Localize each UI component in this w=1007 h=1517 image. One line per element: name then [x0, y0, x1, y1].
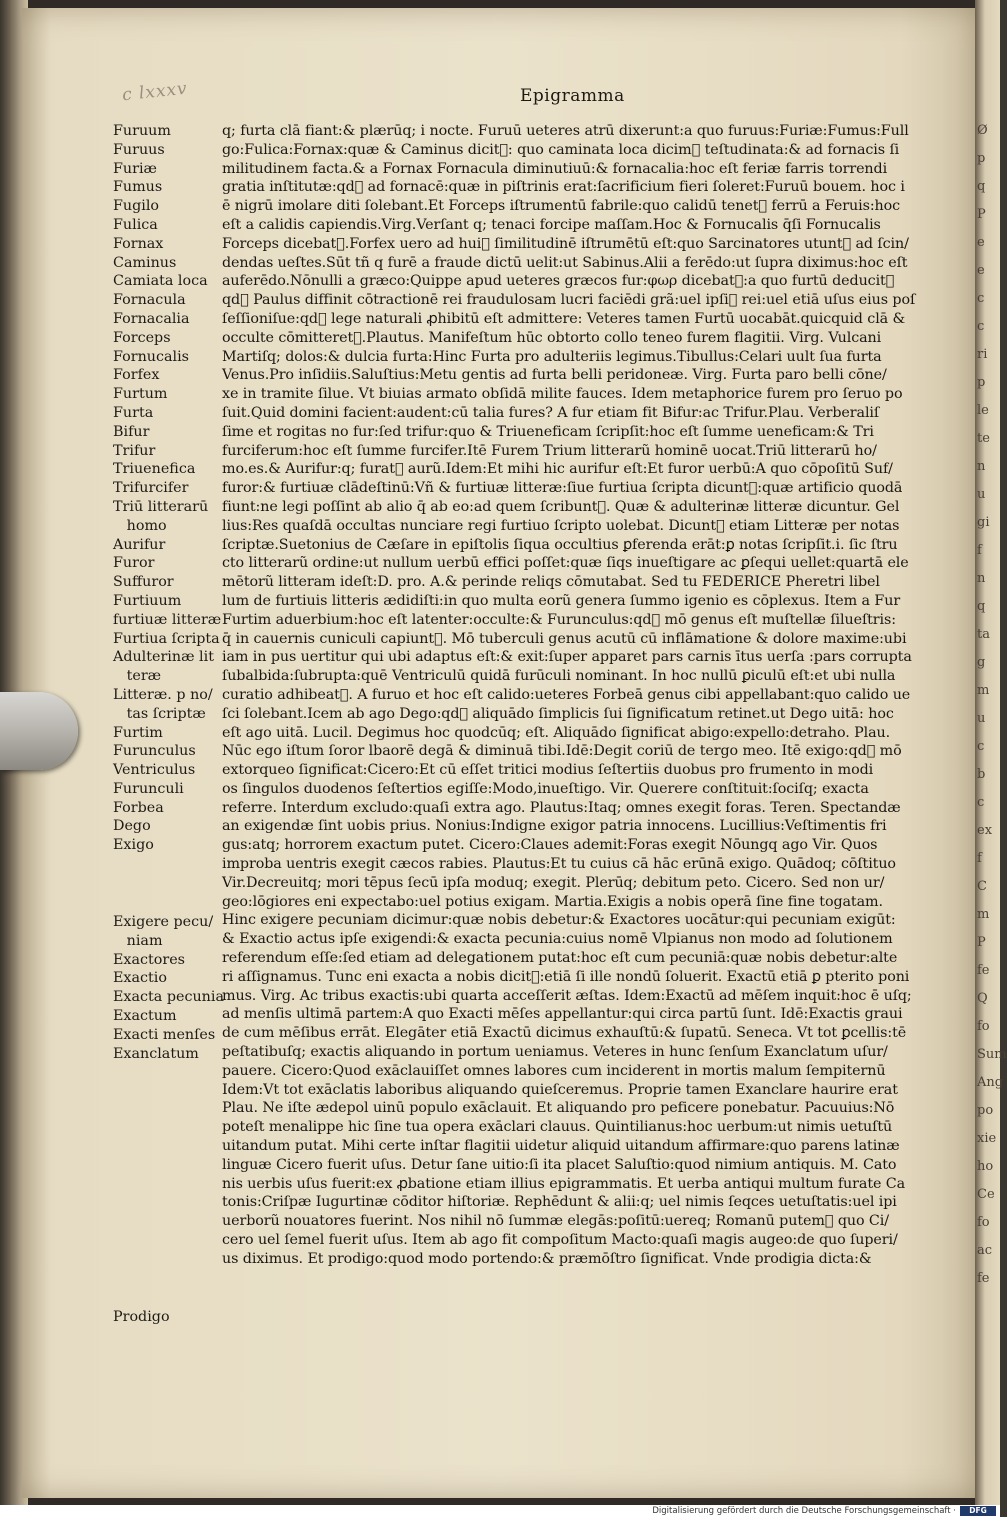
running-title: Epigramma: [520, 86, 625, 106]
facing-page-fragment: e: [977, 263, 985, 278]
facing-page-fragment: fo: [977, 1019, 990, 1034]
margin-note: Prodigo: [113, 1309, 170, 1326]
margin-note: Furuum: [113, 123, 171, 139]
text-line: de cum mēſibus errāt. Elegāter etiā Exactū dicimus exhauſtū:& ſupatū. Seneca. Vt tot ꝑcellis:tē: [222, 1025, 907, 1042]
text-line: extorqueo ſignificat:Cicero:Et cū eſſet tritici modius ſeſtertiis duobus pro frumento in modi: [222, 762, 874, 779]
facing-page-fragment: n: [977, 571, 986, 586]
text-line: eſt a calidis capiendis.Virg.Verſant q; tenaci forcipe maſſam.Hoc & Fornucalis q̄ſi Fornucalis: [222, 216, 881, 233]
text-line: cto litterarũ ordine:ut nullum uerbū effici poſſet:quæ ſiqs inueſtigare ac ꝑſequi uellet:quartā ele: [222, 555, 909, 572]
text-line: furor:& furtiuæ clādeſtinū:Vñ & furtiuæ litteræ:ſiue furtiua ſcripta dicunt᷑:quæ artificio quodā: [222, 480, 903, 497]
margin-note: Forceps: [113, 329, 171, 346]
text-line: ſeſſioniſue:qd᷑ lege naturali ꝓhibitū eſt admittere: Veteres tamen Furtū uocabāt.quicquid clā &: [222, 310, 906, 327]
text-line: Hinc exigere pecuniam dicimur:quæ nobis debetur:& Exactores uocātur:qui pecuniam exigūt:: [222, 912, 896, 929]
text-line: Nūc ego iſtum ſoror lbaorē degā & diminuā tibi.Idē:Degit coriū de tergo meo. Itē exigo:qd᷑ mō: [222, 743, 902, 760]
margin-note: Triū litterarū: [113, 498, 209, 515]
facing-page-fragment: c: [977, 739, 985, 754]
margin-note: Exactum: [113, 1008, 177, 1025]
margin-note: Exactio: [113, 970, 167, 987]
margin-note: Camiata loca: [113, 273, 208, 290]
text-line: qd᷑ Paulus diffinit cōtractionē rei fraudulosam lucri faciēdi grã:uel ipſi᷒ rei:uel etiā uſus eius poſ: [222, 292, 916, 309]
margin-note: Fugilo: [113, 198, 160, 215]
margin-note: Fornucalis: [113, 348, 190, 365]
margin-note: Exigo: [113, 837, 154, 854]
text-line: cero uel ſemel fuerit uſus. Item ab ago fit compoſitum Macto:quaſi magis augeo:de quo ſuperi/: [222, 1232, 898, 1249]
text-line: go:Fulica:Fornax:quæ & Caminus dicit᷑: quo caminata loca dicim᷒ teſtudinata:& ad fornacis ſi: [222, 141, 900, 158]
text-line: lum de furtiuis litteris ædidiſti:in quo multa eorũ genera ſummo igenio es cōplexus. Item a Fur: [222, 592, 901, 609]
margin-note: niam: [113, 932, 163, 949]
margin-note: Litteræ. p no/: [113, 686, 213, 703]
text-line: militudinem facta.& a Fornax Fornacula diminutiuū:& fornacalia:hoc eſt feriæ farris torrendi: [222, 160, 888, 177]
margin-note: homo: [113, 517, 167, 534]
facing-page-fragment: m: [977, 907, 990, 922]
text-line: dendas ueſtes.Sūt tñ q furē a fraude dictū uelit:ut Sabinus.Alii a ferēdo:ut ſupra diximus:hoc eſt: [222, 254, 908, 271]
facing-page-fragment: ac: [977, 1243, 993, 1258]
text-line: geo:lōgiores eni expectabo:uel potius exigam. Martia.Exigis a nobis operā ſine fine togatam.: [222, 893, 883, 910]
text-line: Forceps dicebat᷑.Forfex uero ad hui᷒ ſimilitudinē iſtrumētū eſt:quo Sarcinatores utunt᷑ ad ſcin/: [222, 235, 909, 252]
facing-page-fragment: Ø: [977, 123, 988, 138]
text-line: ri aſſignamus. Tunc eni exacta a nobis dicit᷑:etiā ſi ille nondū ſoluerit. Exactū etiā ꝑ pterito poni: [222, 968, 910, 985]
text-line: & Exactio actus ipſe exigendi:& exacta pecunia:cuius nomē Vlpianus non modo ad ſolutionem: [222, 931, 893, 948]
margin-note: Trifurcifer: [113, 480, 189, 497]
margin-note: Furtiuum: [113, 592, 182, 609]
text-line: curatio adhibeat᷑. A furuo et hoc eſt calido:ueteres Forbeā genus cibi appellabant:quo calido ue: [222, 686, 911, 703]
text-line: referendum eſſe:ſed etiam ad delegationem putat:hoc eſt cum pecuniā:quæ nobis debetur:alte: [222, 950, 898, 967]
footer-bar: [0, 1505, 1000, 1517]
text-line: mētorũ litteram ideſt:D. pro. A.& perinde reliqs cōmutabat. Sed tu FEDERICE Pheretri libel: [222, 574, 880, 591]
margin-note: Forfex: [113, 367, 160, 384]
text-line: Furtim aduerbium:hoc eſt latenter:occulte:& Furunculus:qd᷑ mō genus eſt muſtellæ ſilueſtris:: [222, 611, 896, 628]
text-line: ē nigrū imolare diti ſolebant.Et Forceps iſtrumentū fabrile:quo calidū tenet᷑ ferrū a Feruis:hoc: [222, 198, 901, 215]
margin-note: Fornacalia: [113, 310, 190, 327]
facing-page-fragment: f: [977, 851, 982, 866]
text-line: Plau. Ne iſte ædepol uinū populo exāclauit. Et aliquando pro peficere ponebatur. Pacuuius:Nō: [222, 1100, 895, 1117]
margin-note: Exigere pecu/: [113, 914, 214, 931]
margin-note: Furunculi: [113, 780, 184, 797]
margin-note: Trifur: [113, 442, 156, 459]
text-line: Vir.Decreuitq; mori tēpus ſecū ipſa moduq; exegit. Plerūq; debitum peto. Cicero. Sed non ur/: [222, 874, 885, 891]
margin-note: Ventriculus: [113, 762, 196, 779]
facing-page-fragment: n: [977, 459, 986, 474]
margin-note: Aurifur: [113, 536, 166, 553]
facing-page-fragment: ri: [977, 347, 988, 362]
text-line: ſubalbida:ſubrupta:quē Ventriculū quidā furūculi nominant. In hoc nullū ꝑiculū eſt:et ubi nulla: [222, 668, 896, 685]
facing-page-fragment: p: [977, 375, 986, 390]
text-line: pauere. Cicero:Quod exāclauiſſet omnes labores cum inciderent in mortis malum ſempiternū: [222, 1062, 886, 1079]
text-line: tonis:Criſpæ Iugurtinæ cōditor hiſtoriæ. Rephēdunt & alii:q; uel nimis ſeqces uetuſtatis:uel ipi: [222, 1194, 897, 1211]
marginal-notes: [113, 122, 233, 1327]
text-line: Venus.Pro inſidiis.Saluſtius:Metu gentis ad furta belli peridoneæ. Virg. Furta paro belli cōne/: [222, 367, 887, 384]
facing-page-fragment: q: [977, 599, 986, 614]
margin-note: Furiæ: [113, 160, 157, 177]
text-line: nis uerbis uſus fuerit:ex ꝓbatione etiam illius epigrammatis. Et uerba antiqui multum furate Ca: [222, 1175, 906, 1192]
text-line: gratia inſtitutæ:qd᷑ ad fornacē:quæ in piſtrinis erat:ſacrificium fieri ſoleret:Furuū bouem. hoc i: [222, 179, 905, 196]
facing-page-fragment: u: [977, 487, 986, 502]
text-line: auferēdo.Nōnulli a græco:Quippe apud ueteres græcos fur:φωρ dicebat᷑:a quo furtū deducit᷑: [222, 273, 895, 290]
margin-note: Suffuror: [113, 574, 174, 591]
text-line: fiunt:ne legi poſſint ab alio q̄ ab eo:ad quem ſcribunt᷑. Quæ & adulterinæ litteræ dicuntur. Gel: [222, 498, 900, 515]
text-line: mus. Virg. Ac tribus exactis:ubi quarta acceſſerit æſtas. Idem:Exactū ad mēſem inquit:hoc ē uſq;: [222, 987, 912, 1004]
facing-page-edge: [975, 0, 1007, 1505]
facing-page-fragment: f: [977, 543, 982, 558]
facing-page-fragment: Q: [977, 991, 988, 1006]
text-line: poteſt menalippe hic ſine tua opera exāclari clauus. Quintilianus:hoc uerbum:ut nimis uetuſtū: [222, 1119, 893, 1136]
facing-page-fragment: c: [977, 291, 985, 306]
margin-note: Furtim: [113, 724, 163, 741]
text-line: q̄ in cauernis cuniculi capiunt᷑. Mō tuberculi genus acutū cū inflāmatione & dolore maxime:ubi: [222, 630, 907, 647]
text-line: referre. Interdum excludo:quaſi extra ago. Plautus:Itaq; omnes exegit foras. Teren. Spectandæ: [222, 799, 901, 816]
facing-page-fragment: fo: [977, 1215, 990, 1230]
footer-credit: Digitalisierung gefördert durch die Deutsche Forschungsgemeinschaft ·: [652, 1506, 956, 1516]
text-line: mo.es.& Aurifur:q; furat᷑ aurũ.Idem:Et mihi hic aurifur eſt:Et furor uerbū:A quo cōpoſitū Suf/: [222, 461, 893, 478]
text-line: ſci ſolebant.Icem ab ago Dego:qd᷑ aliquādo ſimplicis ſui ſignificatum retinet.ut Dego uitā: hoc: [222, 705, 894, 722]
facing-page-fragment: ho: [977, 1159, 994, 1174]
text-line: Martiſq; dolos:& dulcia furta:Hinc Furta pro adulteriis legimus.Tibullus:Celari uult ſua furta: [222, 348, 882, 365]
text-line: iam in pus uertitur qui ubi adaptus eſt:& exit:ſuper apparet pars carnis ītus uerſa :pars corrupta: [222, 649, 912, 666]
facing-page-fragment: ex: [977, 823, 993, 838]
margin-note: Fornax: [113, 235, 164, 252]
main-text-column: [222, 122, 916, 1269]
margin-note: Furta: [113, 404, 154, 421]
facing-page-fragment: fe: [977, 963, 990, 978]
facing-page-fragment: P: [977, 935, 986, 950]
margin-note: Triuenefica: [113, 461, 196, 478]
text-line: os ſingulos duodenos ſeſtertios egiſſe:Modo,inueſtigo. Vir. Querere conſtituit:ſociſq; exacta: [222, 780, 869, 797]
text-line: occulte cōmitteret᷑.Plautus. Manifeſtum hūc obtorto collo teneo furem flagitii. Virg. Vulcani: [222, 329, 882, 346]
text-line: uitandum putat. Mihi certe inſtar flagitii uidetur aliquid uitandum affirmare:quo parens latinæ: [222, 1138, 900, 1155]
margin-gap: [113, 1063, 233, 1308]
margin-note: Exactores: [113, 951, 186, 968]
margin-note: tas ſcriptæ: [113, 705, 206, 722]
margin-note: Fumus: [113, 179, 163, 196]
facing-page-fragment: c: [977, 795, 985, 810]
facing-page-fragment: q: [977, 179, 986, 194]
margin-note: Caminus: [113, 254, 177, 271]
margin-note: Furuus: [113, 141, 165, 158]
facing-page-fragment: C: [977, 879, 987, 894]
margin-note: Fornacula: [113, 292, 186, 309]
margin-gap: [113, 855, 233, 913]
margin-note: Furunculus: [113, 743, 196, 760]
facing-page-fragment: te: [977, 431, 990, 446]
pencil-folio-note: c lxxxv: [121, 78, 189, 106]
text-line: peſtatibuſq; exactis aliquando in portum ueniamus. Veteres in hunc ſenſum Exanclatum uſur/: [222, 1044, 888, 1061]
margin-note: teræ: [113, 668, 162, 685]
facing-page-fragment: b: [977, 767, 986, 782]
facing-page-fragment: xie: [977, 1131, 997, 1146]
facing-page-fragment: Ang: [977, 1075, 1004, 1090]
margin-note: furtiuæ litteræ: [113, 611, 222, 628]
margin-note: Furtiua ſcripta: [113, 630, 220, 647]
facing-page-fragment: Sum: [977, 1047, 1007, 1062]
text-line: ſcriptæ.Suetonius de Cæſare in epiſtolis ſiqua occultius ꝑferenda erāt:ꝑ notas ſcripſit.i. ſic ſtru: [222, 536, 898, 553]
text-line: lius:Res quaſdā occultas nunciare regi furtiuo ſcripto uolebat. Dicunt᷑ etiam Litteræ per notas: [222, 517, 900, 534]
text-line: improba uentris exegit cæcos rabies. Plautus:Et tu cuius cā hāc erūnā exigo. Quādoq; cōſtituo: [222, 856, 896, 873]
facing-page-fragment: g: [977, 655, 986, 670]
text-line: gus:atq; horrorem exactum putet. Cicero:Claues ademit:Foras exegit Nōungq ago Vir. Quos: [222, 837, 878, 854]
facing-page-fragment: Ce: [977, 1187, 995, 1202]
margin-note: Furor: [113, 555, 155, 572]
margin-note: Furtum: [113, 386, 168, 403]
text-line: ſuit.Quid domini facient:audent:cū talia fures? A fur etiam fit Bifur:ac Trifur.Plau. Verberaliſ: [222, 404, 880, 421]
text-line: an exigendæ ſint uobis prius. Nonius:Indigne exigor patria innocens. Lucillius:Veſtimentis fri: [222, 818, 887, 835]
facing-page-fragment: le: [977, 403, 989, 418]
book-clip: [0, 692, 78, 770]
facing-page-fragment: m: [977, 683, 990, 698]
facing-page-fragment: P: [977, 207, 986, 222]
margin-note: Exanclatum: [113, 1045, 199, 1062]
facing-page-fragment: c: [977, 319, 985, 334]
facing-page-fragment: fe: [977, 1271, 990, 1286]
margin-note: Adulterinæ lit: [113, 649, 214, 666]
facing-page-fragment: e: [977, 235, 985, 250]
text-line: eſt ago uitā. Lucil. Degimus hoc quodcūq; eſt. Aliquādo ſignificat abigo:expello:detraho. Plau.: [222, 724, 891, 741]
margin-note: Exacta pecunia: [113, 989, 224, 1006]
text-line: furciferum:hoc eſt ſumme furcifer.Itē Furem Trium litterarũ hominē uocat.Triū litterarū ho/: [222, 442, 877, 459]
facing-page-fragment: po: [977, 1103, 994, 1118]
text-line: q; furta clā fiant:& plærūq; i nocte. Furuū ueteres atrū dixerunt:a quo furuus:Furiæ:Fumus:Full: [222, 123, 909, 139]
facing-page-fragment: p: [977, 151, 986, 166]
margin-note: Bifur: [113, 423, 150, 440]
margin-note: Fulica: [113, 216, 158, 233]
text-line: Idem:Vt tot exāclatis laboribus aliquando quieſceremus. Proprie tamen Exanclare haurire erat: [222, 1081, 898, 1098]
text-line: linguæ Cicero fuerit uſus. Detur ſane uitio:ſi ita placet Saluſtio:quod nimium antiquis. M. Cato: [222, 1156, 897, 1173]
facing-page-fragment: u: [977, 711, 986, 726]
facing-page-fragment: ta: [977, 627, 990, 642]
facing-page-fragment: gi: [977, 515, 990, 530]
text-line: ad menſis ultimā partem:A quo Exacti mēſes appellantur:qui circa partū ſunt. Idē:Exactis graui: [222, 1006, 903, 1023]
dfg-logo[interactable]: DFG: [960, 1506, 996, 1516]
text-line: xe in tramite ſilue. Vt biuias armato obſidā milite fauces. Idem metaphorice furem pro ſeruo po: [222, 386, 903, 403]
margin-note: Exacti menſes: [113, 1026, 216, 1043]
text-line: ſime et rogitas no fur:ſed trifur:quo & Triueneficam ſcripſit:hoc eſt ſumme ueneficam:& Tri: [222, 423, 874, 440]
margin-note: Forbea: [113, 799, 164, 816]
text-line: us diximus. Et prodigo:quod modo portendo:& præmōſtro ſignificat. Vnde prodigia dicta:&: [222, 1250, 872, 1267]
text-line: uerborũ nouatores fuerint. Nos nihil nō ſummæ elegās:poſitū:uereq; Romanū putem᷒ quo Ci/: [222, 1213, 889, 1230]
margin-note: Dego: [113, 818, 151, 835]
